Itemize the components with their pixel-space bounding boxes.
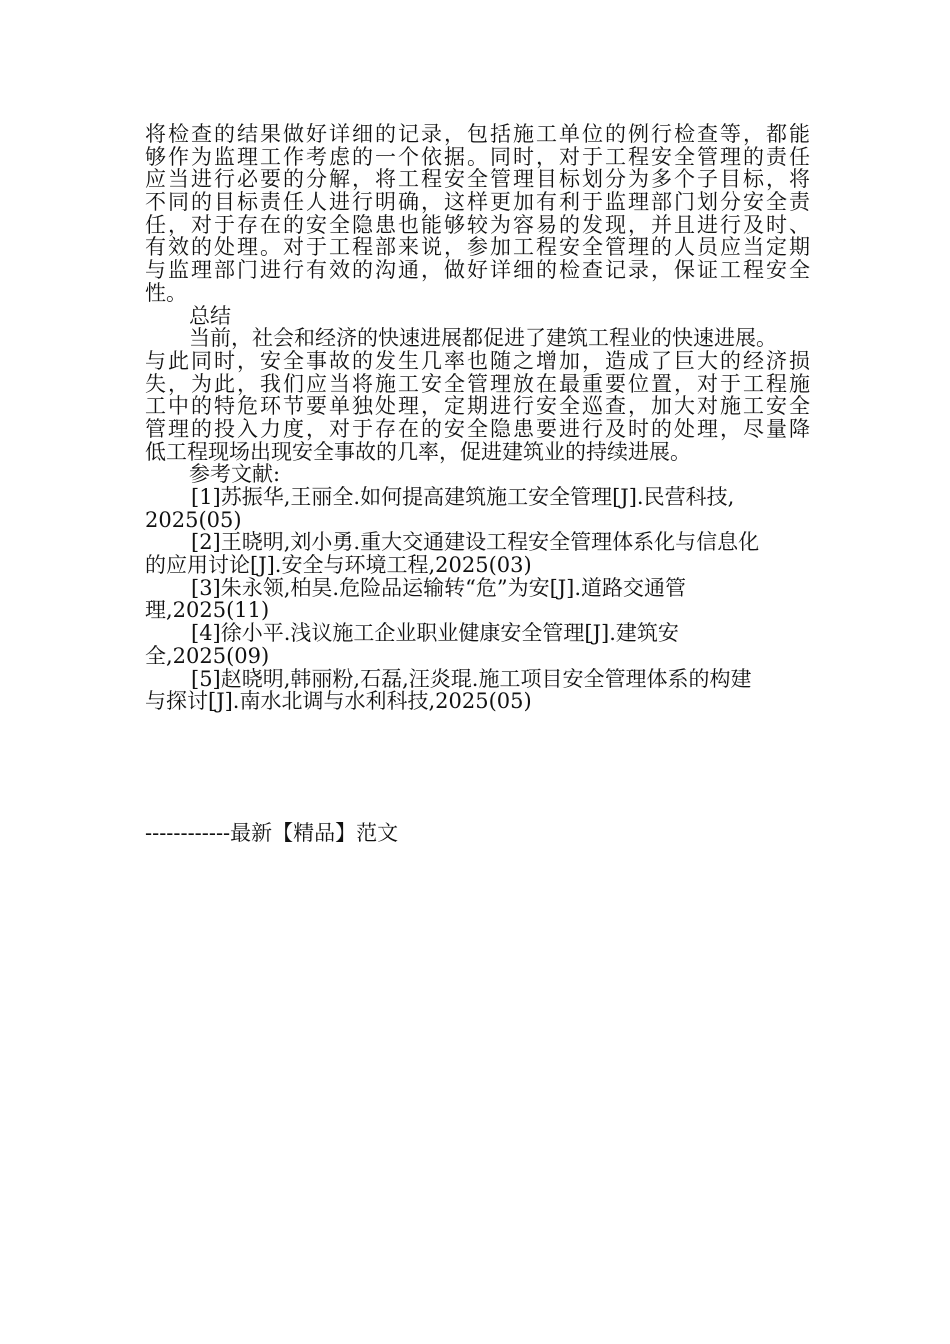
summary-line: 与此同时，安全事故的发生几率也随之增加，造成了巨大的经济损 [145,348,810,373]
reference-item [145,531,810,576]
reference-second-line: 与探讨[J].南水北调与水利科技,2025(05) [145,689,532,714]
reference-second-line: 全,2025(09) [145,643,270,668]
reference-item [145,486,810,531]
body-line: 将检查的结果做好详细的记录，包括施工单位的例行检查等，都能 [145,122,810,146]
body-line: 应当进行必要的分解，将工程安全管理目标划分为多个子目标，将 [145,167,810,192]
body-line: 有效的处理。对于工程部来说，参加工程安全管理的人员应当定期 [145,235,810,260]
summary-line: 工中的特危环节要单独处理，定期进行安全巡查，加大对施工安全 [145,394,810,419]
body-line: 任，对于存在的安全隐患也能够较为容易的发现，并且进行及时、 [145,212,810,237]
page-footer: ------------最新【精品】范文 [145,821,399,845]
summary-line: 失，为此，我们应当将施工安全管理放在最重要位置，对于工程施 [145,371,810,396]
summary-line: 当前，社会和经济的快速进展都促进了建筑工程业的快速进展。 [189,326,777,351]
reference-item [145,622,810,667]
reference-first-line: [1]苏振华,王丽全.如何提高建筑施工安全管理[J].民营科技, [191,485,735,509]
reference-second-line: 2025(05) [145,507,242,532]
reference-first-line: [5]赵晓明,韩丽粉,石磊,汪炎琨.施工项目安全管理体系的构建 [191,666,752,691]
summary-line: 管理的投入力度，对于存在的安全隐患要进行及时的处理，尽量降 [145,416,810,441]
reference-first-line: [2]王晓明,刘小勇.重大交通建设工程安全管理体系化与信息化 [191,530,760,555]
reference-second-line: 的应用讨论[J].安全与环境工程,2025(03) [145,553,532,578]
body-line: 与监理部门进行有效的沟通，做好详细的检查记录，保证工程安全 [145,258,810,283]
summary-heading: 总结 [189,303,231,328]
summary-line: 低工程现场出现安全事故的几率，促进建筑业的持续进展。 [145,439,691,464]
summary-paragraph [145,327,810,463]
body-line: 不同的目标责任人进行明确，这样更加有利于监理部门划分安全责 [145,190,810,215]
reference-item [145,577,810,622]
body-paragraph [145,123,810,305]
reference-item [145,668,810,713]
body-line: 性。 [145,280,187,305]
references-heading: 参考文献: [189,462,281,487]
document-page [145,123,810,713]
reference-first-line: [4]徐小平.浅议施工企业职业健康安全管理[J].建筑安 [191,621,679,646]
reference-first-line: [3]朱永领,柏昊.危险品运输转“危”为安[J].道路交通管 [191,575,687,600]
references-list [145,486,810,713]
body-line: 够作为监理工作考虑的一个依据。同时，对于工程安全管理的责任 [145,144,810,169]
reference-second-line: 理,2025(11) [145,598,270,623]
